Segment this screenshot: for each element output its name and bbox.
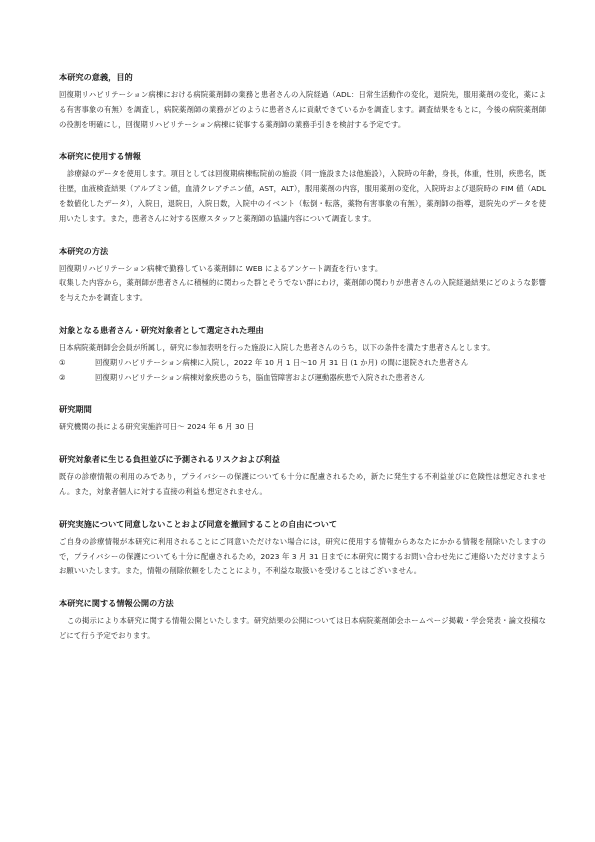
list-item xyxy=(59,371,546,386)
document-content xyxy=(59,71,546,662)
section-body: この掲示により本研究に関する情報公開といたします。研究結果の公開については日本病院薬剤師会ホームページ掲載・学会発表・論文投稿などにて行う予定でおります。 xyxy=(59,616,546,640)
list-number: ② xyxy=(59,372,66,382)
section-body: 日本病院薬剤師会会員が所属し，研究に参加表明を行った施設に入院した患者さんのうち，以下の条件を満たす患者さんとします。 xyxy=(59,342,495,352)
section-body: 回復期リハビリテーション病棟における病院薬剤師の業務と患者さんの入院経過（ADL：日常生活動作の変化，退院先，服用薬剤の変化，薬による有害事象の有無）を調査し，病院薬剤師の業務がどのように患者さんに貢献できているかを調査します。調査結果をもとに，今後の病院薬剤師の役割を明確にし，回復期リハビリテーション病棟に従事する薬剤師の業務手引きを検討する予定です。 xyxy=(59,90,546,129)
section-purpose xyxy=(59,71,546,132)
section-method xyxy=(59,245,546,306)
section-heading: 本研究の意義，目的 xyxy=(59,72,133,82)
section-body: 回復期リハビリテーション病棟で勤務している薬剤師に WEB によるアンケート調査を行います。 xyxy=(59,263,383,273)
section-heading: 研究期間 xyxy=(59,404,92,415)
section-heading: 本研究に関する情報公開の方法 xyxy=(59,598,174,609)
section-period xyxy=(59,403,546,435)
section-heading: 本研究に使用する情報 xyxy=(59,151,141,162)
section-information-used xyxy=(59,150,546,226)
section-body: 研究機関の長による研究実施許可日～ 2024 年 6 月 30 日 xyxy=(59,422,255,432)
section-body: ご自身の診療情報が本研究に利用されることにご同意いただけない場合には，研究に使用する情報からあなたにかかる情報を削除いたしますので，プライバシーの保護についても十分に配慮されるため，2023 年 3 月 31 日までに本研究に関するお問い合わせ先にご連絡いただけますようお願いいたします。また，情報の削除依頼をしたことにより，不利益な取扱いを受けることはございません。 xyxy=(59,536,546,576)
section-heading: 対象となる患者さん・研究対象者として選定された理由 xyxy=(59,324,264,335)
section-disclosure xyxy=(59,597,546,644)
section-body: 診療録のデータを使用します。項目としては回復期病棟転院前の施設（同一施設または他施設），入院時の年齢，身長，体重，性別，疾患名，既往歴，血液検査結果（アルブミン値，血清クレアチニン値，AST，ALT），服用薬剤の内容，服用薬剤の変化，入院時および退院時の FIM 値（ADL を数値化したデータ），入院日，退院日，入院日数，入院中のイベント（転倒・転落，薬物有害事象の有無），薬剤師の指導，退院先のデータを使用いたします。また，患者さんに対する医療スタッフと薬剤師の協議内容について調査します。 xyxy=(59,169,546,223)
section-consent-withdrawal xyxy=(59,518,546,579)
section-body: 既存の診療情報の利用のみであり，プライバシーの保護についても十分に配慮されるため，新たに発生する不利益並びに危険性は想定されません。また，対象者個人に対する直接の利益も想定されません。 xyxy=(59,472,546,496)
section-heading: 本研究の方法 xyxy=(59,245,109,256)
list-number: ① xyxy=(59,357,66,367)
section-heading: 研究実施について同意しないことおよび同意を撤回することの自由について xyxy=(59,518,338,529)
section-heading: 研究対象者に生じる負担並びに予測されるリスクおよび利益 xyxy=(59,454,280,465)
section-subjects xyxy=(59,324,546,385)
section-risks-benefits xyxy=(59,453,546,500)
list-text: 回復期リハビリテーション病棟に入院し，2022 年 10 月 1 日～10 月 31 日 (1 か月) の間に退院された患者さん xyxy=(95,357,469,367)
list-text: 回復期リハビリテーション病棟対象疾患のうち，脳血管障害および運動器疾患で入院された患者さん xyxy=(95,372,425,382)
section-body-2: 収集した内容から，薬剤師が患者さんに積極的に関わった群とそうでない群にわけ，薬剤師の関わりが患者さんの入院経過結果にどのような影響を与えたかを調査します。 xyxy=(59,278,546,303)
list-item xyxy=(59,356,546,371)
